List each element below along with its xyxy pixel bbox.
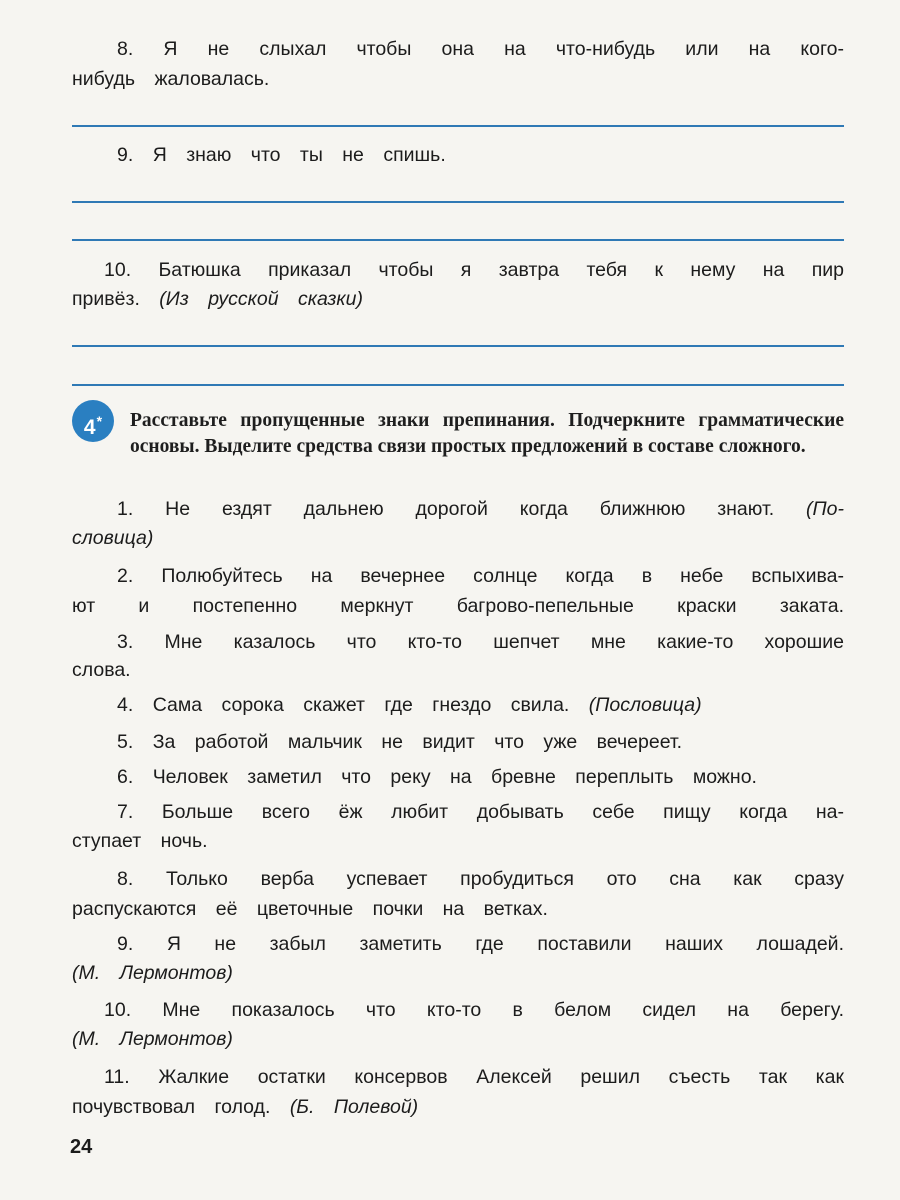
sentence-text: почувствовал голод. [72,1096,271,1118]
item-7-line1 [72,797,844,827]
item-number: 5. [117,731,134,753]
page-number: 24 [70,1136,93,1158]
sentence-text: Я не слыхал чтобы она на что-нибудь или на кого- [163,38,844,60]
item-4-line1 [72,690,844,720]
prev-item-8-line1 [72,34,844,64]
item-10-line1 [72,995,844,1025]
item-number: 10. [104,259,132,281]
source-attribution: (По- [806,498,845,520]
item-6-line1 [72,762,844,792]
item-3-line1 [72,627,844,657]
sentence-text: Жалкие остатки консервов Алексей решил съесть так как [158,1066,844,1088]
item-7-line2 [72,826,844,856]
prev-item-10-line1 [72,255,844,285]
prev-item-8-line2 [72,64,844,94]
task-number-badge: 4* [72,400,114,442]
sentence-text: слова. [72,659,131,681]
source-attribution: (М. Лермонтов) [72,1028,233,1050]
task-instruction: Расставьте пропущенные знаки препинания. Подчеркните грамматические основы. Выделите средства связи простых предложений в составе сложного. [130,410,844,457]
item-11-line1 [72,1062,844,1092]
answer-line[interactable] [72,345,844,347]
item-number: 1. [117,498,134,520]
item-10-line2 [72,1024,844,1054]
source-attribution: (Б. Полевой) [289,1096,419,1118]
item-number: 7. [117,801,134,823]
sentence-text: Мне казалось что кто-то шепчет мне какие-то хорошие [164,631,845,653]
prev-item-10-line2 [72,284,844,314]
sentence-text: привёз. [72,288,140,310]
item-number: 11. [104,1066,130,1088]
item-number: 8. [117,868,134,890]
source-attribution: словица) [72,527,154,549]
item-9-line1 [72,929,844,959]
sentence-text: Батюшка приказал чтобы я завтра тебя к нему на пир [158,259,845,281]
answer-line[interactable] [72,125,844,127]
item-number: 8. [117,38,134,60]
sentence-text: Только верба успевает пробудиться ото сна как сразу [165,868,844,890]
sentence-text: распускаются её цветочные почки на ветках. [72,898,548,920]
answer-line[interactable] [72,201,844,203]
item-2-line2 [72,591,844,621]
item-number: 9. [117,144,134,166]
item-number: 9. [117,933,134,955]
item-number: 4. [117,694,134,716]
sentence-text: Человек заметил что реку на бревне переплыть можно. [152,766,757,788]
answer-line[interactable] [72,384,844,386]
answer-line[interactable] [72,239,844,241]
item-3-line2 [72,655,844,685]
source-attribution: (Из русской сказки) [159,288,363,310]
sentence-text: Мне показалось что кто-то в белом сидел на берегу. [162,999,845,1021]
sentence-text: Я знаю что ты не спишь. [152,144,446,166]
item-8-line1 [72,864,844,894]
sentence-text: Я не забыл заметить где поставили наших лошадей. [166,933,844,955]
sentence-text: Больше всего ёж любит добывать себе пищу когда на- [161,801,844,823]
sentence-text: ступает ночь. [72,830,208,852]
sentence-text: нибудь жаловалась. [72,68,270,90]
sentence-text: Не ездят дальнею дорогой когда ближнюю знают. [165,498,775,520]
sentence-text: За работой мальчик не видит что уже вечереет. [152,731,683,753]
prev-item-9-line1 [72,140,844,170]
item-8-line2 [72,894,844,924]
item-number: 6. [117,766,134,788]
sentence-text: Сама сорока скажет где гнездо свила. [152,694,570,716]
item-1-line2 [72,523,844,553]
sentence-text: ют и постепенно меркнут багрово-пепельные краски заката. [72,595,844,617]
item-11-line2 [72,1092,844,1122]
item-number: 3. [117,631,134,653]
item-1-line1 [72,494,844,524]
sentence-text: Полюбуйтесь на вечернее солнце когда в небе вспыхива- [161,565,844,587]
item-number: 10. [104,999,132,1021]
item-5-line1 [72,727,844,757]
item-2-line1 [72,561,844,591]
source-attribution: (Пословица) [588,694,702,716]
item-9-line2 [72,958,844,988]
item-number: 2. [117,565,134,587]
source-attribution: (М. Лермонтов) [72,962,233,984]
